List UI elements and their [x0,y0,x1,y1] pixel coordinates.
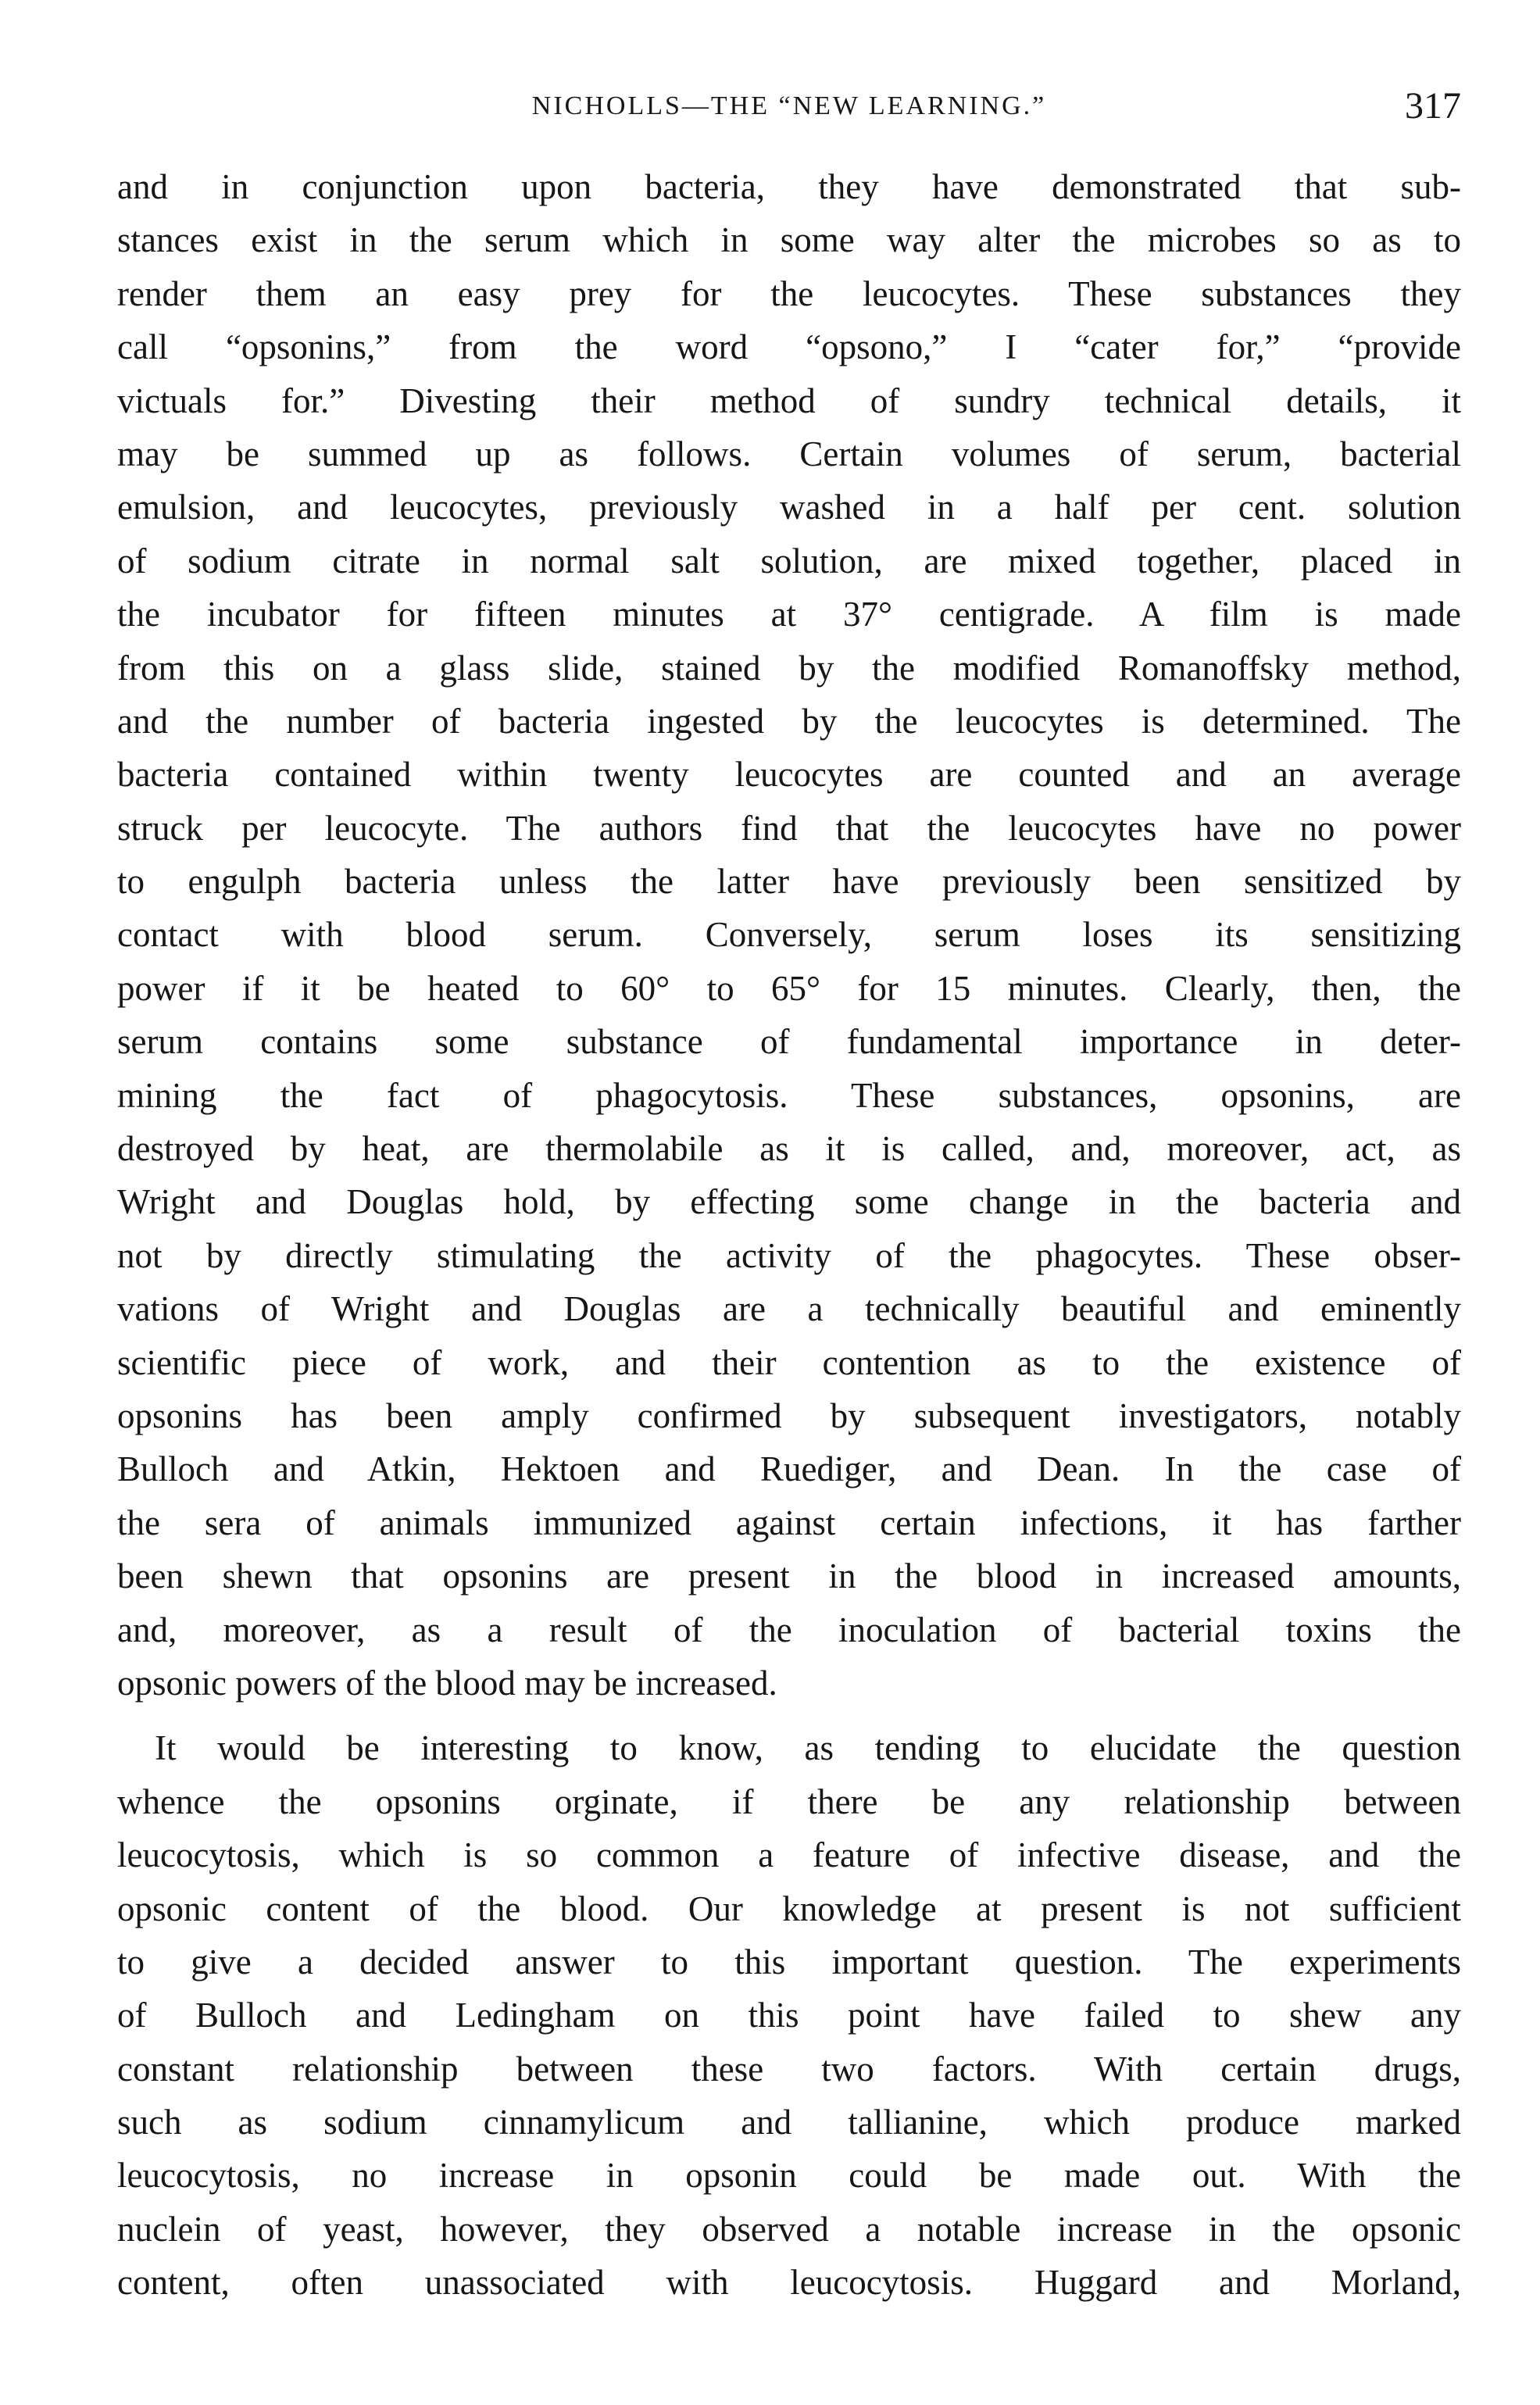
text-line: to give a decided answer to this important question. The experiments [117,1942,1461,1982]
text-line: destroyed by heat, are thermolabile as it is called, and, moreover, act, as [117,1129,1461,1169]
page-number: 317 [1405,85,1461,127]
paragraph-1 [117,160,1461,1710]
text-line: the sera of animals immunized against certain infections, it has farther [117,1503,1461,1542]
text-line: victuals for.” Divesting their method of sundry technical details, it [117,381,1461,420]
text-line: content, often unassociated with leucocytosis. Huggard and Morland, [117,2263,1461,2303]
text-line: opsonic content of the blood. Our knowledge at present is not sufficient [117,1889,1461,1928]
text-line: serum contains some substance of fundamental importance in deter- [117,1022,1461,1062]
text-line: whence the opsonins orginate, if there be any relationship between [117,1781,1461,1821]
text-line: leucocytosis, no increase in opsonin could be made out. With the [117,2156,1461,2196]
text-line: emulsion, and leucocytes, previously washed in a half per cent. solution [117,488,1461,527]
text-line: to engulph bacteria unless the latter have previously been sensitized by [117,862,1461,902]
text-line: constant relationship between these two factors. With certain drugs, [117,2049,1461,2089]
text-line: opsonic powers of the blood may be increased. [117,1663,777,1703]
paragraph-2 [117,1721,1461,2309]
text-line: such as sodium cinnamylicum and tallianine, which produce marked [117,2103,1461,2142]
text-line: leucocytosis, which is so common a feature of infective disease, and the [117,1835,1461,1875]
text-line: call “opsonins,” from the word “opsono,” I “cater for,” “provide [117,327,1461,367]
body-text [117,160,1461,2310]
text-line: Bulloch and Atkin, Hektoen and Ruediger, and Dean. In the case of [117,1449,1461,1489]
text-line: of Bulloch and Ledingham on this point have failed to shew any [117,1996,1461,2035]
text-line: It would be interesting to know, as tending to elucidate the question [155,1728,1461,1768]
text-line: been shewn that opsonins are present in the blood in increased amounts, [117,1556,1461,1596]
text-line: nuclein of yeast, however, they observed a notable increase in the opsonic [117,2209,1461,2249]
text-line: bacteria contained within twenty leucocytes are counted and an average [117,755,1461,795]
text-line: vations of Wright and Douglas are a technically beautiful and eminently [117,1289,1461,1329]
paragraph-spacer [117,1710,1461,1721]
text-line: struck per leucocyte. The authors find that the leucocytes have no power [117,808,1461,848]
text-line: and, moreover, as a result of the inoculation of bacterial toxins the [117,1610,1461,1649]
text-line: opsonins has been amply confirmed by subsequent investigators, notably [117,1395,1461,1435]
text-line: of sodium citrate in normal salt solution, are mixed together, placed in [117,541,1461,581]
text-line: and in conjunction upon bacteria, they have demonstrated that sub- [117,167,1461,206]
text-line: contact with blood serum. Conversely, serum loses its sensitizing [117,915,1461,955]
text-line: power if it be heated to 60° to 65° for 15 minutes. Clearly, then, the [117,968,1461,1008]
text-line: render them an easy prey for the leucocytes. These substances they [117,273,1461,313]
text-line: from this on a glass slide, stained by the modified Romanoffsky method, [117,648,1461,688]
text-line: mining the fact of phagocytosis. These substances, opsonins, are [117,1075,1461,1115]
text-line: may be summed up as follows. Certain volumes of serum, bacterial [117,434,1461,473]
running-head [117,83,1461,130]
text-line: Wright and Douglas hold, by effecting some change in the bacteria and [117,1182,1461,1222]
text-line: and the number of bacteria ingested by the leucocytes is determined. The [117,701,1461,741]
text-line: not by directly stimulating the activity of the phagocytes. These obser- [117,1235,1461,1275]
text-line: stances exist in the serum which in some way alter the microbes so as to [117,220,1461,260]
text-line: the incubator for fifteen minutes at 37° centigrade. A film is made [117,595,1461,634]
running-title: NICHOLLS—THE “NEW LEARNING.” [531,91,1047,120]
text-line: scientific piece of work, and their contention as to the existence of [117,1342,1461,1382]
